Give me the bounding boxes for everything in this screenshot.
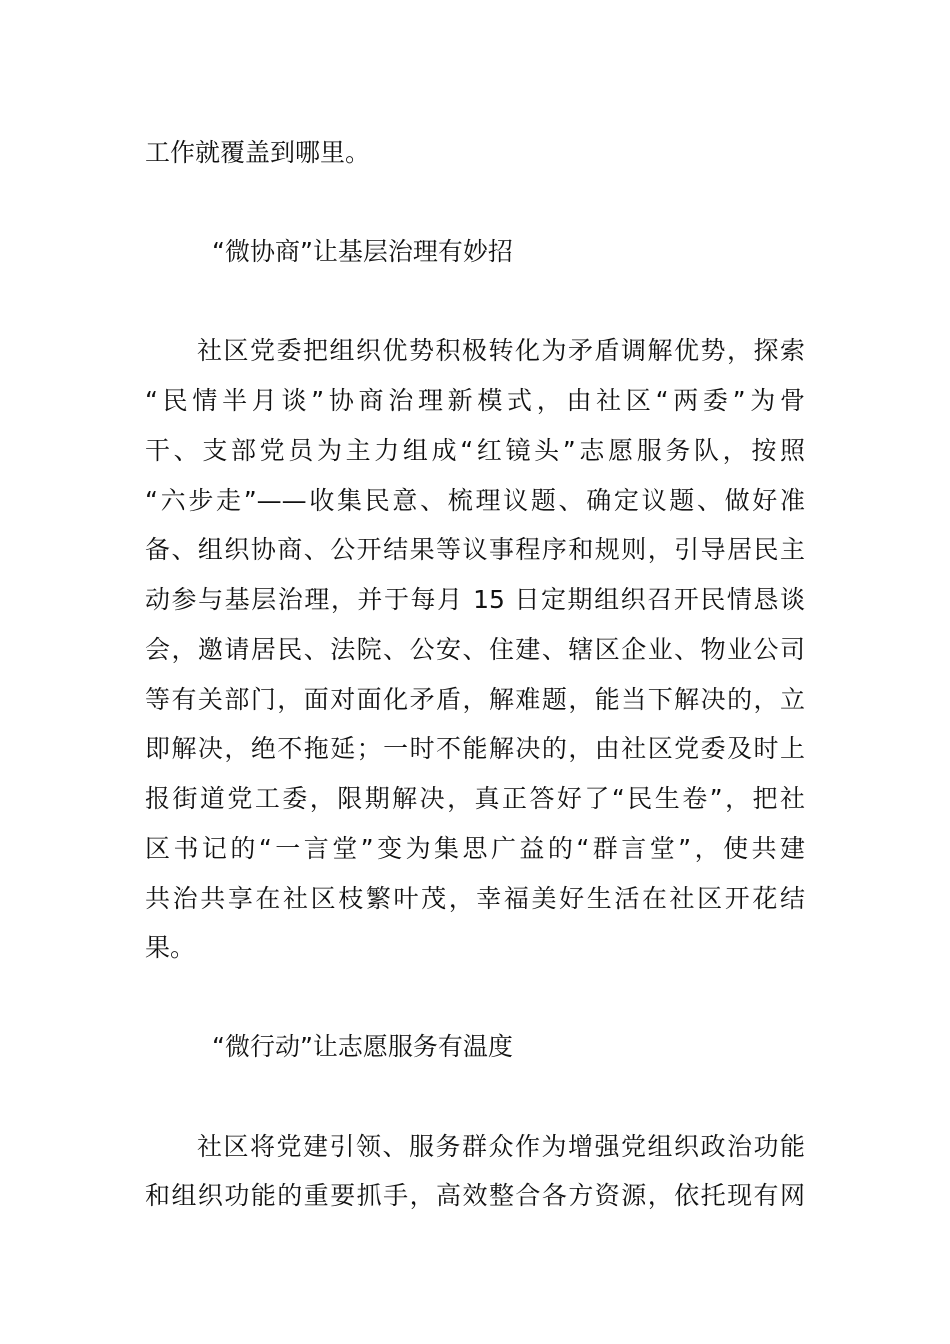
- paragraph-line: 果。: [145, 933, 196, 962]
- paragraph-line: “民情半月谈”协商治理新模式，由社区“两委”为骨: [145, 386, 805, 415]
- paragraph-line: 报街道党工委，限期解决，真正答好了“民生卷”，把社: [145, 784, 805, 813]
- paragraph-line: 备、组织协商、公开结果等议事程序和规则，引导居民主: [145, 535, 805, 564]
- paragraph-line: 等有关部门，面对面化矛盾，解难题，能当下解决的，立: [145, 685, 805, 714]
- paragraph-line: 区书记的“一言堂”变为集思广益的“群言堂”，使共建: [145, 834, 805, 863]
- paragraph-line: “六步走”——收集民意、梳理议题、确定议题、做好准: [145, 486, 805, 515]
- paragraph-line: 社区党委把组织优势积极转化为矛盾调解优势，探索: [197, 336, 805, 365]
- paragraph-line: 即解决，绝不拖延；一时不能解决的，由社区党委及时上: [145, 734, 805, 763]
- paragraph-line: 会，邀请居民、法院、公安、住建、辖区企业、物业公司: [145, 635, 805, 664]
- paragraph-line: 工作就覆盖到哪里。: [145, 138, 371, 167]
- section-heading-micro-consultation: “微协商”让基层治理有妙招: [212, 237, 513, 266]
- paragraph-line: 动参与基层治理，并于每月 15 日定期组织召开民情恳谈: [145, 585, 805, 614]
- paragraph-line: 社区将党建引领、服务群众作为增强党组织政治功能: [197, 1132, 805, 1161]
- paragraph-line: 共治共享在社区枝繁叶茂，幸福美好生活在社区开花结: [145, 884, 805, 913]
- paragraph-line: 干、支部党员为主力组成“红镜头”志愿服务队，按照: [145, 436, 805, 465]
- paragraph-line: 和组织功能的重要抓手，高效整合各方资源，依托现有网: [145, 1181, 805, 1210]
- section-heading-micro-action: “微行动”让志愿服务有温度: [212, 1032, 513, 1061]
